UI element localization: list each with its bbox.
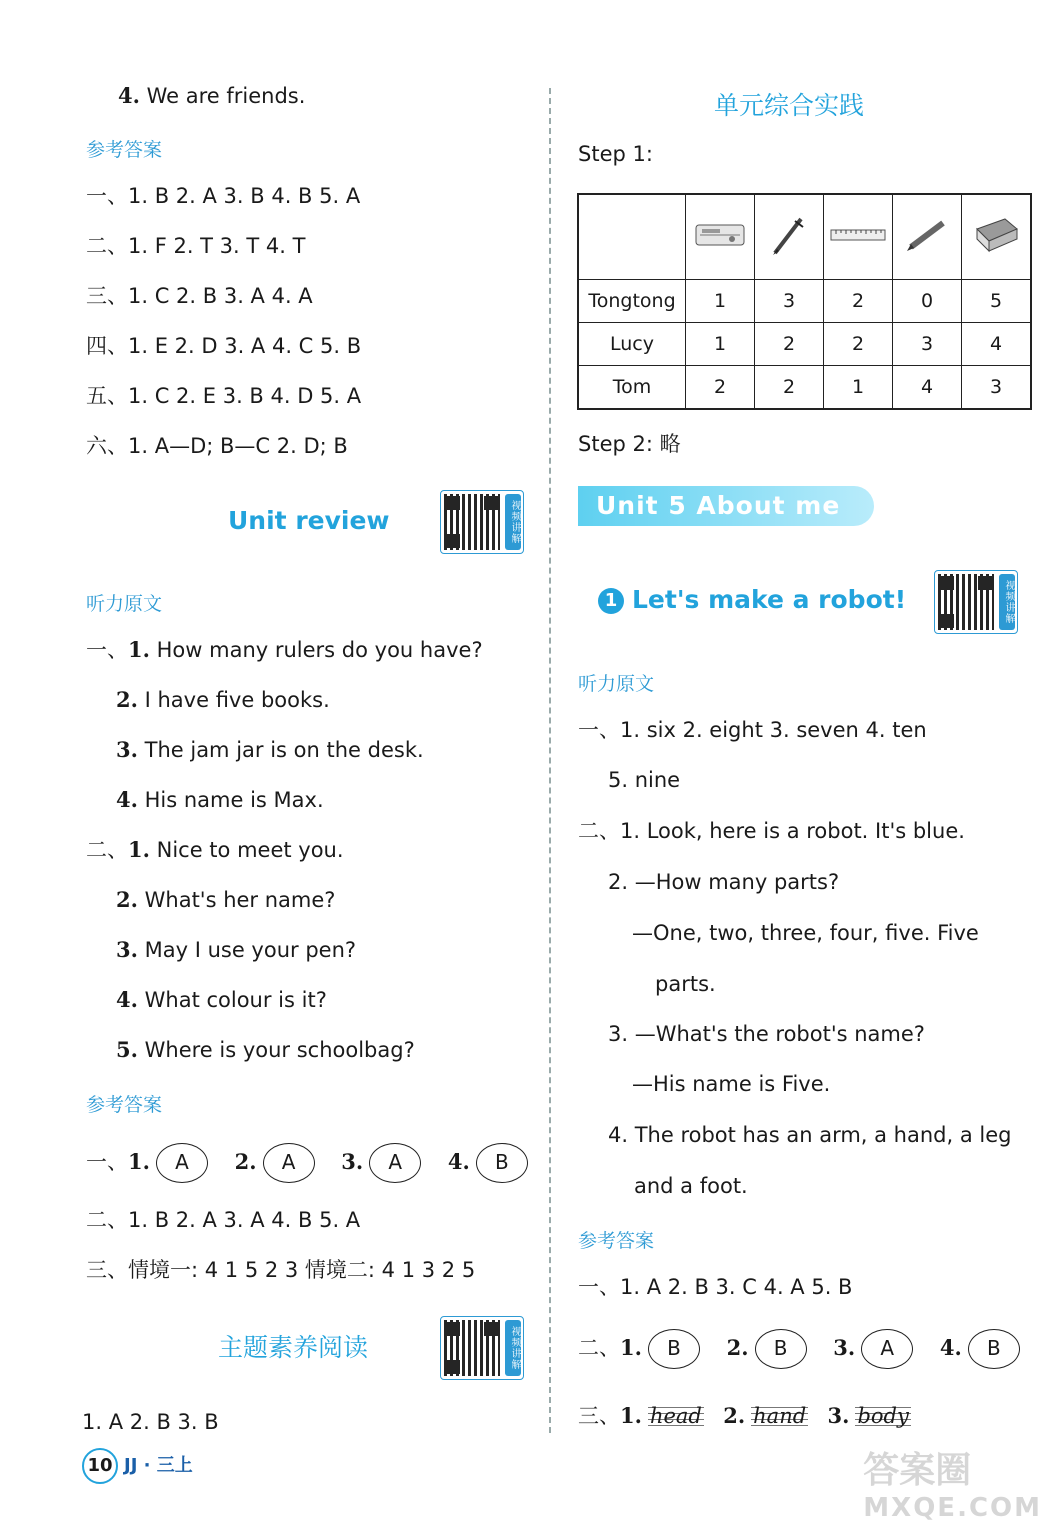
circled-answer: B	[476, 1143, 528, 1183]
book-icon	[962, 194, 1032, 280]
answers-label-2: 参考答案	[86, 1094, 163, 1116]
listening-line: 二、1. Nice to meet you.	[86, 837, 344, 862]
listening-line: —His name is Five.	[632, 1072, 831, 1096]
table-cell-name: Tom	[578, 366, 686, 410]
written-word: body	[857, 1404, 909, 1428]
table-cell: 1	[824, 366, 893, 410]
listening-line: —One, two, three, four, five. Five	[632, 921, 979, 945]
qr-code-icon	[444, 494, 500, 550]
table-cell: 3	[962, 366, 1032, 410]
step2-label: Step 2: 略	[578, 432, 681, 456]
listening-line: 4. What colour is it?	[116, 987, 327, 1012]
table-cell: 4	[962, 323, 1032, 366]
table-row	[578, 323, 1031, 366]
table-cell: 3	[893, 323, 962, 366]
lesson-badge: 1	[598, 588, 624, 614]
qr-tag: 视频讲解	[505, 1320, 521, 1376]
table-corner-cell	[578, 194, 686, 280]
write-answer-row: 三、1. head 2. hand 3. body	[578, 1403, 909, 1428]
circle-answer-row: 一、1. A 2. A 3. A 4. B	[86, 1142, 528, 1183]
listening-label-2: 听力原文	[578, 673, 655, 695]
listening-line: 2. What's her name?	[116, 887, 336, 912]
table-cell: 5	[962, 280, 1032, 323]
listening-line: 4. His name is Max.	[116, 787, 324, 812]
listening-line: 一、1. How many rulers do you have?	[86, 637, 483, 662]
listening-label-1: 听力原文	[86, 593, 163, 615]
listening-line: 3. The jam jar is on the desk.	[116, 737, 424, 762]
listening-line: 5. Where is your schoolbag?	[116, 1037, 415, 1062]
table-cell: 2	[686, 366, 755, 410]
practice-title: 单元综合实践	[714, 91, 865, 120]
listening-line: 3. —What's the robot's name?	[608, 1022, 925, 1046]
top-line: 4. We are friends.	[118, 83, 306, 108]
answers-label-1: 参考答案	[86, 139, 163, 161]
qr-code[interactable]	[934, 570, 1018, 634]
answer-row: 三、情境一: 4 1 5 2 3 情境二: 4 1 3 2 5	[86, 1258, 476, 1282]
page-number: 10	[82, 1448, 118, 1484]
listening-line: 4. The robot has an arm, a hand, a leg	[608, 1123, 1012, 1147]
circled-answer: A	[861, 1329, 913, 1369]
answer-row: 一、1. A 2. B 3. C 4. A 5. B	[578, 1275, 853, 1299]
theme-answers: 1. A 2. B 3. B	[82, 1410, 219, 1434]
table-cell: 1	[686, 323, 755, 366]
table-row	[578, 280, 1031, 323]
table-cell: 2	[824, 280, 893, 323]
pencil-icon	[893, 194, 962, 280]
qr-code[interactable]	[440, 1316, 524, 1380]
written-word: hand	[753, 1404, 807, 1428]
listening-line: 2. —How many parts?	[608, 870, 840, 894]
watermark: 答案圈 MXQE.COM	[863, 1450, 1042, 1523]
listening-line: 3. May I use your pen?	[116, 937, 357, 962]
table-cell: 1	[686, 280, 755, 323]
listening-line: parts.	[655, 972, 716, 996]
answer-row-6: 六、1. A—D; B—C 2. D; B	[86, 434, 348, 458]
table-cell: 0	[893, 280, 962, 323]
table-header-row	[578, 194, 1031, 280]
table-cell-name: Tongtong	[578, 280, 686, 323]
circled-answer: A	[369, 1143, 421, 1183]
listening-line: 2. I have five books.	[116, 687, 330, 712]
table-cell: 4	[893, 366, 962, 410]
table-cell: 2	[755, 323, 824, 366]
answer-row-3: 三、1. C 2. B 3. A 4. A	[86, 284, 313, 308]
qr-code-icon	[938, 574, 994, 630]
page-footer	[82, 1448, 193, 1484]
written-word: head	[649, 1404, 702, 1428]
circled-answer: B	[648, 1329, 700, 1369]
listening-line: 5. nine	[608, 768, 681, 792]
answer-row-1: 一、1. B 2. A 3. B 4. B 5. A	[86, 184, 361, 208]
pencil-case-icon	[686, 194, 755, 280]
pen-icon	[755, 194, 824, 280]
answer-row-4: 四、1. E 2. D 3. A 4. C 5. B	[86, 334, 362, 358]
circle-answer-row: 二、1. B 2. B 3. A 4. B	[578, 1328, 1020, 1369]
answers-label-3: 参考答案	[578, 1230, 655, 1252]
table-row	[578, 366, 1031, 410]
unit-banner: Unit 5 About me	[578, 486, 874, 526]
qr-code[interactable]	[440, 490, 524, 554]
table-cell-name: Lucy	[578, 323, 686, 366]
circled-answer: A	[156, 1143, 208, 1183]
table-cell: 3	[755, 280, 824, 323]
unit-review-title: Unit review	[228, 506, 390, 535]
footer-text: JJ · 三上	[124, 1455, 193, 1476]
qr-tag: 视频讲解	[505, 494, 521, 550]
answer-row-5: 五、1. C 2. E 3. B 4. D 5. A	[86, 384, 362, 408]
theme-reading-title: 主题素养阅读	[218, 1333, 369, 1362]
step1-label: Step 1:	[578, 142, 653, 166]
table-cell: 2	[755, 366, 824, 410]
survey-table	[577, 193, 1032, 410]
listening-line: and a foot.	[634, 1174, 748, 1198]
lesson-title: 1 Let's make a robot!	[598, 585, 906, 614]
circled-answer: A	[263, 1143, 315, 1183]
answer-row-2: 二、1. F 2. T 3. T 4. T	[86, 234, 306, 258]
listening-line: 二、1. Look, here is a robot. It's blue.	[578, 819, 965, 843]
qr-code-icon	[444, 1320, 500, 1376]
circled-answer: B	[968, 1329, 1020, 1369]
ruler-icon	[824, 194, 893, 280]
table-cell: 2	[824, 323, 893, 366]
qr-tag: 视频讲解	[999, 574, 1015, 630]
column-divider	[549, 88, 551, 1433]
answer-row: 二、1. B 2. A 3. A 4. B 5. A	[86, 1208, 361, 1232]
circled-answer: B	[755, 1329, 807, 1369]
listening-line: 一、1. six 2. eight 3. seven 4. ten	[578, 718, 927, 742]
